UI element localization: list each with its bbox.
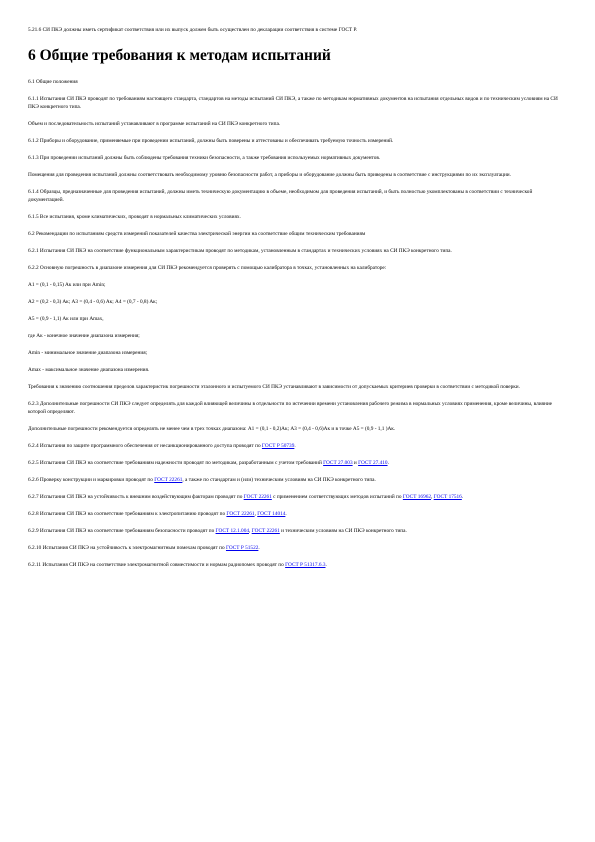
definition-amin: Amin - минимальное значение диапазона измерения; [28, 350, 148, 356]
paragraph-6-2-11: 6.2.11 Испытания СИ ПКЭ на соответствие электромагнитной совместимости и нормам радиопомех проводят по ГОСТ Р 51317.6.3. [28, 562, 327, 568]
section-heading: 6 Общие требования к методам испытаний [28, 47, 331, 64]
paragraph-6-2-9: 6.2.9 Испытания СИ ПКЭ на соответствие требованиям безопасности проводят по ГОСТ 12.1.004, ГОСТ 22261 и техническим условиям на СИ ПКЭ конкретного типа. [28, 528, 407, 534]
formula-a5: A5 = (0,9 - 1,1) Aк или при Amax, [28, 316, 104, 322]
link-gost-r-50739[interactable]: ГОСТ Р 50739 [261, 443, 295, 449]
intro-paragraph: 5.21.6 СИ ПКЭ должны иметь сертификат соответствия или их выпуск должен быть осуществлен по декларации соответствия в системе ГОСТ Р. [28, 27, 358, 33]
paragraph-6-1-3: 6.1.3 При проведении испытаний должны быть соблюдены требования техники безопасности, а также требования используемых нормативных документов. [28, 155, 381, 161]
paragraph-6-1-1b: Объем и последовательность испытаний устанавливают в программе испытаний на СИ ПКЭ конкретного типа. [28, 121, 281, 127]
paragraph-6-1-4: 6.1.4 Образцы, предназначенные для проведения испытаний, должны иметь техническую документацию в объеме, необходимом для проведения испытаний, и быть полностью укомплектованы в соответствии с технической документацией. [28, 189, 533, 203]
paragraph-6-2-1: 6.2.1 Испытания СИ ПКЭ на соответствие функциональным характеристикам проводят по методикам, установленным в стандартах и технических условиях на СИ ПКЭ конкретного типа. [28, 248, 452, 254]
formula-a2-a4: A2 = (0,2 - 0,3) Aк; A3 = (0,4 - 0,6) Aк; A4 = (0,7 - 0,8) Aк; [28, 299, 158, 305]
paragraph-6-2-2: 6.2.2 Основную погрешность в диапазоне измерения для СИ ПКЭ рекомендуется проверять с помощью калибратора в точках, установленных на калибраторе: [28, 265, 387, 271]
link-gost-12-1-004[interactable]: ГОСТ 12.1.004 [215, 528, 249, 534]
definition-ak: где Aк - конечное значение диапазона измерения; [28, 333, 140, 339]
paragraph-6-2-4: 6.2.4 Испытания по защите программного обеспечения от несанкционированного доступа проводят по ГОСТ Р 50739. [28, 443, 296, 449]
paragraph-6-2-3: 6.2.3 Дополнительные погрешности СИ ПКЭ следует определять для каждой влияющей величины в отдельности по истечении времени установления рабочего режима в нормальных условиях применения, кроме величины, влияние которой определяют. [28, 401, 553, 415]
link-gost-22261[interactable]: ГОСТ 22261 [251, 528, 280, 534]
paragraph-6-1-5: 6.1.5 Все испытания, кроме климатических, проводят в нормальных климатических условиях. [28, 214, 241, 220]
paragraph-6-2-7: 6.2.7 Испытания СИ ПКЭ на устойчивость к внешним воздействующим факторам проводят по ГОСТ 22261 с применением соответствующих методов испытаний по ГОСТ 16962, ГОСТ 17516. [28, 494, 464, 500]
paragraph-6-1-3b: Помещения для проведения испытаний должны соответствовать необходимому уровню безопасности работ, а приборы и оборудование должны быть приведены в соответствие с инструкциями по их эксплуатации. [28, 172, 511, 178]
paragraph-6-2-10: 6.2.10 Испытания СИ ПКЭ на устойчивость к электромагнитным помехам проводят по ГОСТ Р 51522. [28, 545, 260, 551]
link-gost-27-410[interactable]: ГОСТ 27.410 [358, 460, 388, 466]
link-gost-27-003[interactable]: ГОСТ 27.003 [323, 460, 353, 466]
link-gost-17516[interactable]: ГОСТ 17516 [433, 494, 462, 500]
paragraph-6-1-2: 6.1.2 Приборы и оборудование, применяемые при проведении испытаний, должны быть поверены и аттестованы и обеспечивать требуемую точность измерений. [28, 138, 394, 144]
link-gost-22261[interactable]: ГОСТ 22261 [243, 494, 272, 500]
link-gost-r-51522[interactable]: ГОСТ Р 51522 [225, 545, 259, 551]
link-gost-16962[interactable]: ГОСТ 16962 [402, 494, 432, 500]
link-gost-r-51317-6-3[interactable]: ГОСТ Р 51317.6.3 [285, 562, 326, 568]
paragraph-6-2-3b: Дополнительные погрешности рекомендуется определять не менее чем в трех точках диапазона: A1 = (0,1 - 0,2)Aк; A3 = (0,4 - 0,6)Aк и в точке A5 = (0,9 - 1,1 )Aк. [28, 426, 396, 432]
link-gost-22261[interactable]: ГОСТ 22261 [154, 477, 183, 483]
paragraph-6-2-8: 6.2.8 Испытания СИ ПКЭ на соответствие требованиям к электропитанию проводят по ГОСТ 22261, ГОСТ 14014. [28, 511, 287, 517]
formula-a1: A1 = (0,1 - 0,15) Aк или при Amin; [28, 282, 106, 288]
paragraph-6-1-1: 6.1.1 Испытания СИ ПКЭ проводят по требованиям настоящего стандарта, стандартов на методы испытаний СИ ПКЭ, а также по методикам нормативных документов на испытания отдельных видов и по техническим условиям на СИ ПКЭ конкретного типа. [28, 96, 558, 110]
paragraph-6-2-6: 6.2.6 Проверку конструкции и маркировки проводят по ГОСТ 22261, а также по стандартам и (или) техническим условиям на СИ ПКЭ конкретного типа. [28, 477, 376, 483]
subsection-6-1: 6.1 Общие положения [28, 79, 78, 85]
definition-amax: Amax - максимальное значение диапазона измерения. [28, 367, 150, 373]
link-gost-22261[interactable]: ГОСТ 22261 [226, 511, 255, 517]
paragraph-6-2-5: 6.2.5 Испытания СИ ПКЭ на соответствие требованиям надежности проводят по методикам, разработанным с учетом требований ГОСТ 27.003 и ГОСТ 27.410. [28, 460, 389, 466]
paragraph-6-2-2b: Требования к значению соотношения пределов характеристик погрешности эталонного и испытуемого СИ ПКЭ устанавливают в зависимости от допускаемых критериев проверки в соответствии с методикой поверки. [28, 384, 520, 390]
subsection-6-2: 6.2 Рекомендации по испытаниям средств измерений показателей качества электрической энергии на соответствие общим техническим требованиям [28, 231, 366, 237]
link-gost-14014[interactable]: ГОСТ 14014 [257, 511, 286, 517]
